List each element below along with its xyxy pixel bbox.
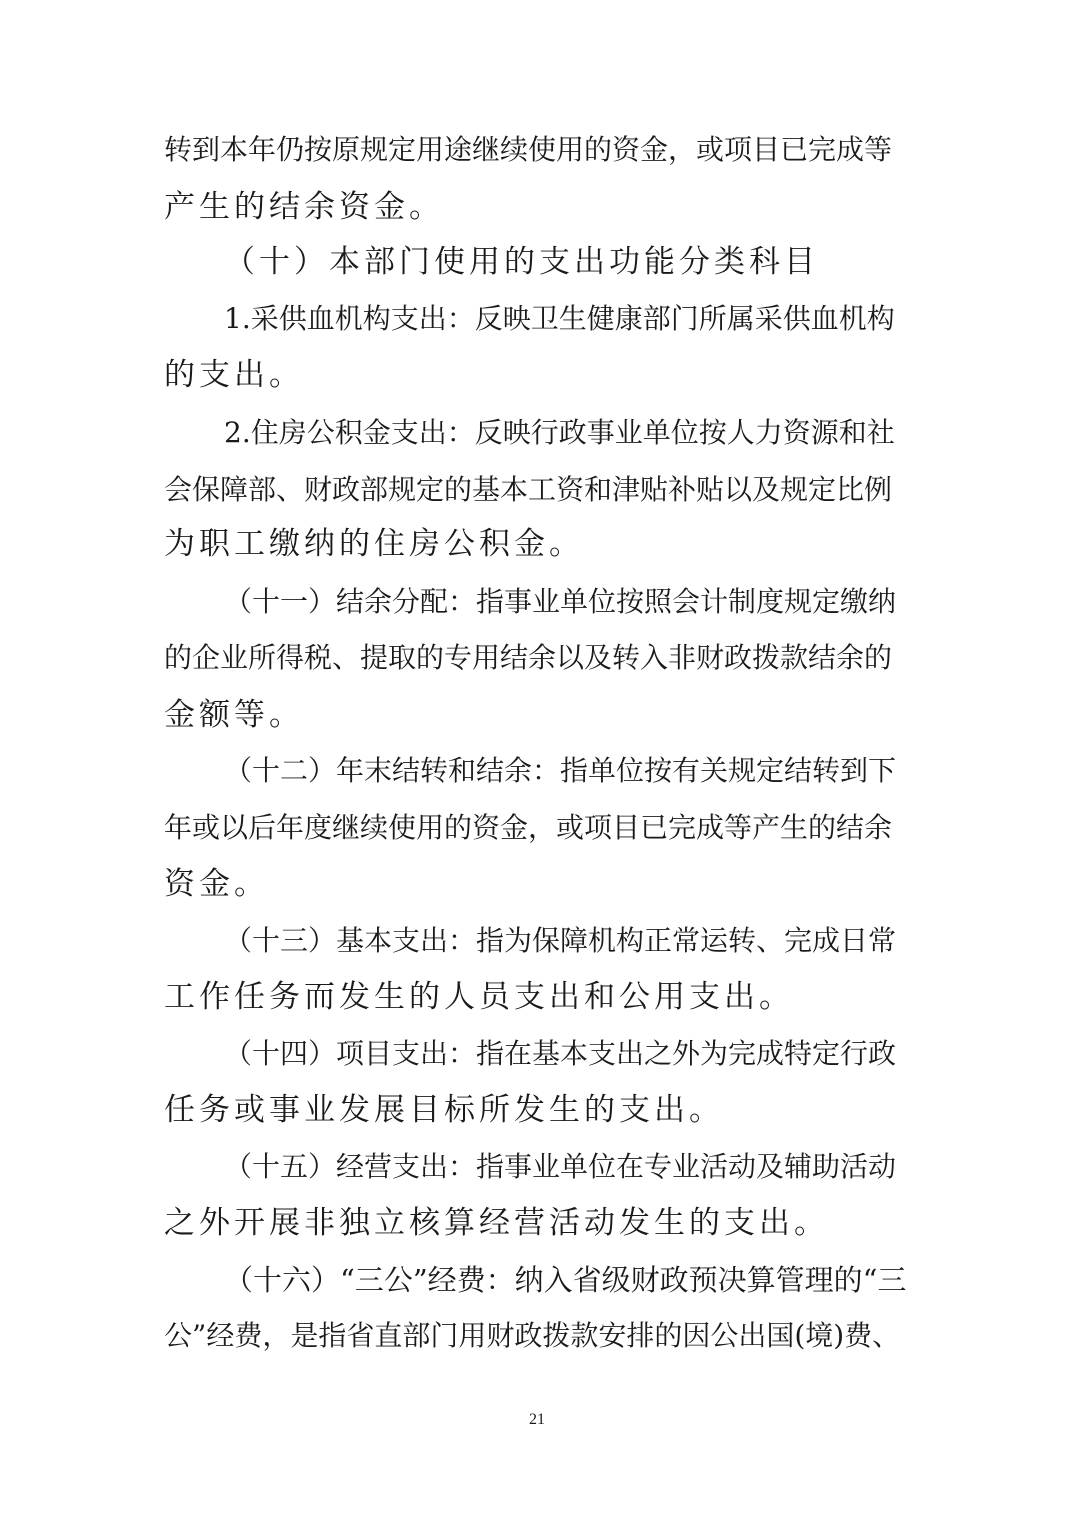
text-line: 的企业所得税、提取的专用结余以及转入非财政拨款结余的 xyxy=(164,641,893,674)
section-heading: （十）本部门使用的支出功能分类科目 xyxy=(224,244,819,280)
text-line: 工作任务而发生的人员支出和公用支出。 xyxy=(164,979,794,1015)
text-line: （十一）结余分配：指事业单位按照会计制度规定缴纳 xyxy=(224,585,897,618)
page-number: 21 xyxy=(529,1411,545,1428)
text-line: 资金。 xyxy=(164,866,269,902)
text-line: 公”经费，是指省直部门用财政拨款安排的因公出国(境)费、 xyxy=(164,1319,901,1352)
text-line: 1.采供血机构支出：反映卫生健康部门所属采供血机构 xyxy=(224,302,895,335)
text-line: 2.住房公积金支出：反映行政事业单位按人力资源和社 xyxy=(224,416,895,449)
text-line: 任务或事业发展目标所发生的支出。 xyxy=(164,1092,724,1128)
text-line: （十三）基本支出：指为保障机构正常运转、完成日常 xyxy=(224,924,897,957)
text-line: （十五）经营支出：指事业单位在专业活动及辅助活动 xyxy=(224,1150,897,1183)
text-line: 年或以后年度继续使用的资金，或项目已完成等产生的结余 xyxy=(164,811,893,844)
text-line: （十二）年末结转和结余：指单位按有关规定结转到下 xyxy=(224,754,897,787)
text-line: 产生的结余资金。 xyxy=(164,189,444,225)
text-line: 为职工缴纳的住房公积金。 xyxy=(164,526,584,562)
text-line: 之外开展非独立核算经营活动发生的支出。 xyxy=(164,1205,829,1241)
text-line: 转到本年仍按原规定用途继续使用的资金，或项目已完成等 xyxy=(164,133,893,166)
text-line: （十六）“三公”经费：纳入省级财政预决算管理的“三 xyxy=(224,1263,907,1297)
text-line: 的支出。 xyxy=(164,357,304,393)
text-line: 金额等。 xyxy=(164,697,304,733)
text-line: （十四）项目支出：指在基本支出之外为完成特定行政 xyxy=(224,1037,897,1070)
text-line: 会保障部、财政部规定的基本工资和津贴补贴以及规定比例 xyxy=(164,473,893,506)
